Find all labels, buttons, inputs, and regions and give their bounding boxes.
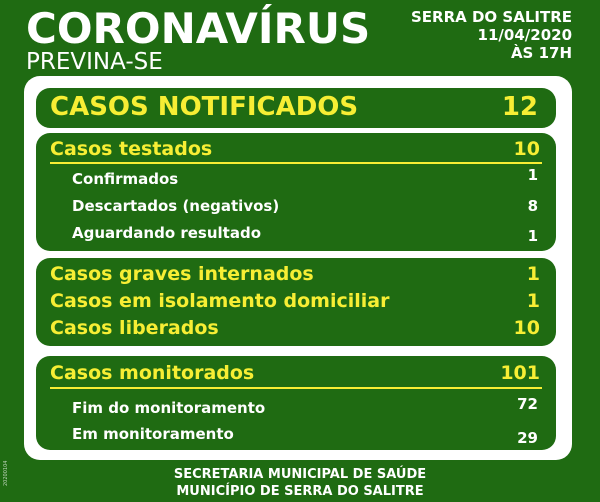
isolation-value: 1	[526, 290, 540, 312]
image-stamp: 20200104	[3, 460, 9, 486]
awaiting-value: 1	[527, 227, 538, 245]
confirmed-label: Confirmados	[72, 170, 179, 188]
released-label: Casos liberados	[50, 317, 219, 339]
tested-box	[36, 133, 556, 251]
tested-underline	[50, 162, 542, 164]
in-monitoring-value: 29	[517, 429, 538, 447]
monitoring-ended-value: 72	[517, 395, 538, 413]
report-time: ÀS 17H	[510, 44, 572, 62]
in-monitoring-label: Em monitoramento	[72, 425, 234, 443]
monitored-box	[36, 356, 556, 450]
page-title: CORONAVÍRUS	[26, 4, 371, 53]
monitored-label: Casos monitorados	[50, 362, 255, 384]
discarded-label: Descartados (negativos)	[72, 197, 280, 215]
confirmed-value: 1	[527, 166, 538, 184]
report-date: 11/04/2020	[477, 26, 572, 44]
isolation-label: Casos em isolamento domiciliar	[50, 290, 390, 312]
status-box	[36, 258, 556, 346]
footer-line-1: SECRETARIA MUNICIPAL DE SAÚDE	[173, 467, 427, 482]
footer-line-2: MUNICÍPIO DE SERRA DO SALITRE	[176, 484, 424, 499]
monitored-underline	[50, 387, 542, 389]
monitoring-ended-label: Fim do monitoramento	[72, 399, 266, 417]
tested-value: 10	[513, 138, 540, 160]
discarded-value: 8	[527, 197, 538, 215]
footer	[0, 466, 600, 500]
tested-label: Casos testados	[50, 138, 213, 160]
notified-box	[36, 88, 556, 128]
severe-label: Casos graves internados	[50, 263, 314, 285]
notified-value: 12	[501, 92, 538, 122]
severe-value: 1	[526, 263, 540, 285]
released-value: 10	[513, 317, 540, 339]
stats-card	[24, 76, 572, 460]
location-date-block	[411, 8, 572, 62]
awaiting-label: Aguardando resultado	[72, 224, 262, 242]
page-subtitle: PREVINA-SE	[26, 49, 163, 75]
notified-label: CASOS NOTIFICADOS	[50, 92, 359, 122]
city-name: SERRA DO SALITRE	[411, 8, 572, 26]
monitored-value: 101	[500, 362, 540, 384]
